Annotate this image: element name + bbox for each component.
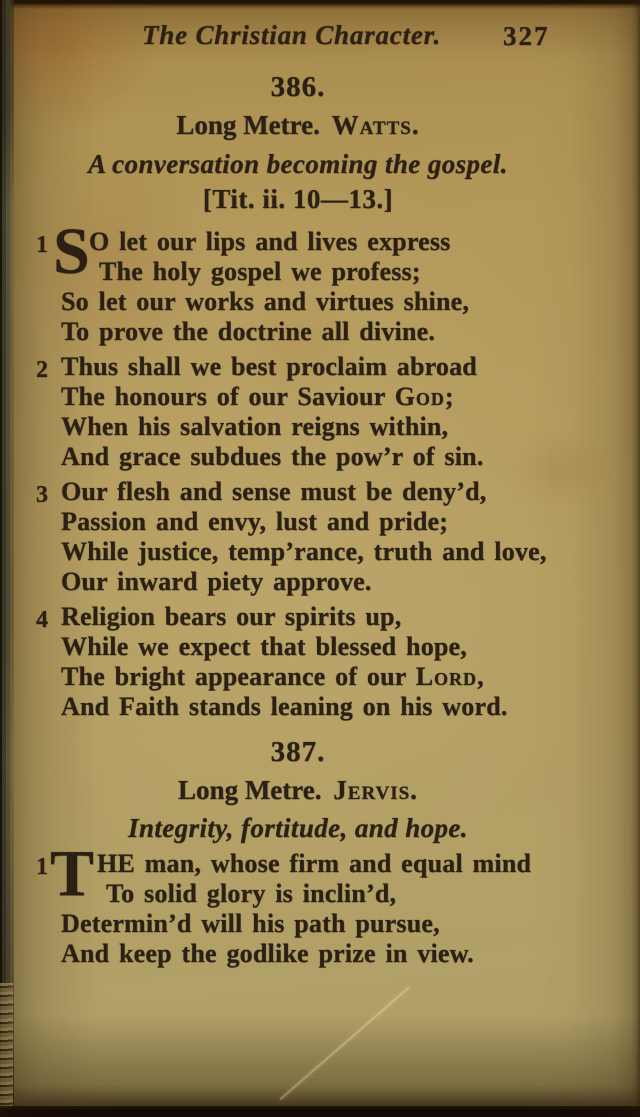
verse-2: [0, 352, 640, 472]
small-caps-word: God: [394, 382, 445, 411]
verse-number: 1: [36, 854, 48, 880]
line-text: Religion bears our spirits up,: [61, 602, 402, 631]
line-text: To solid glory is inclin’d,: [106, 879, 397, 908]
verse-line: [61, 507, 640, 537]
hymn-387-meter-line: [0, 775, 596, 806]
verse-line: [61, 477, 640, 507]
author-label: Watts.: [331, 110, 420, 140]
verse-lines: [50, 837, 640, 969]
verse-line: [61, 662, 640, 692]
verse-number: 1: [36, 232, 48, 258]
verse-line: [61, 632, 640, 662]
meter-label: Long Metre.: [176, 110, 320, 140]
dropcap-initial: S: [53, 215, 90, 288]
line-text: Determin’d will his path pursue,: [61, 909, 440, 938]
line-text: While we expect that blessed hope,: [61, 632, 467, 661]
verse-number: 2: [36, 357, 48, 383]
hymn-386-scripture-reference: [Tit. ii. 10—13.]: [202, 184, 394, 214]
verse-1: [0, 215, 640, 347]
verse-line: [61, 442, 640, 472]
verse-number: 3: [36, 482, 48, 508]
line-text: The honours of our Saviour: [61, 382, 395, 411]
verse-1: [0, 837, 640, 969]
line-text: Passion and envy, lust and pride;: [61, 507, 449, 536]
hymn-number-386: 386.: [270, 71, 326, 103]
verse-line: [61, 352, 640, 382]
verse-line: [61, 909, 640, 939]
verse-line: [61, 382, 640, 412]
line-text: Thus shall we best proclaim abroad: [61, 352, 477, 381]
verse-line: [61, 879, 640, 909]
verse-line: [61, 317, 640, 347]
line-text: And keep the godlike prize in view.: [61, 939, 474, 968]
hymn-386-subject: A conversation becoming the gospel.: [88, 149, 508, 179]
verse-line: [61, 939, 640, 969]
verse-lines: [61, 602, 640, 722]
line-text: ;: [444, 382, 454, 411]
hymn-386-verses: [0, 215, 640, 727]
small-caps-word: Lord: [415, 662, 478, 691]
verse-number: 4: [36, 607, 48, 633]
hymn-386-meter-line: [0, 110, 596, 141]
verse-line: [61, 602, 640, 632]
running-head: The Christian Character.: [142, 20, 442, 50]
verse-lines: [61, 352, 640, 472]
author-label: Jervis.: [333, 775, 418, 805]
verse-line: [61, 537, 640, 567]
meter-label: Long Metre.: [178, 775, 322, 805]
verse-lines: [61, 477, 640, 597]
line-text: While justice, temp’rance, truth and love,: [61, 537, 547, 566]
hymn-number-387: 387.: [270, 736, 326, 768]
line-text: O let our lips and lives express: [89, 227, 451, 256]
line-text: So let our works and virtues shine,: [61, 287, 470, 316]
line-text: Our flesh and sense must be deny’d,: [61, 477, 487, 506]
verse-line: [61, 287, 640, 317]
verse-lines: [53, 215, 640, 347]
dropcap-initial: T: [50, 837, 95, 910]
line-text: And Faith stands leaning on his word.: [61, 692, 508, 721]
hymn-387-subject: Integrity, fortitude, and hope.: [128, 813, 468, 843]
line-text: The bright appearance of our: [61, 662, 416, 691]
verse-line: [61, 412, 640, 442]
line-text: Our inward piety approve.: [61, 567, 372, 596]
verse-4: [0, 602, 640, 722]
hymn-387-verses: [0, 837, 640, 974]
verse-line: [61, 227, 640, 257]
verse-line: [61, 257, 640, 287]
verse-line: [61, 849, 640, 879]
line-text: HE man, whose firm and equal mind: [97, 849, 532, 878]
line-text: To prove the doctrine all divine.: [61, 317, 436, 346]
line-text: ,: [477, 662, 484, 691]
page-number: 327: [503, 21, 550, 51]
line-text: And grace subdues the pow’r of sin.: [61, 442, 484, 471]
verse-3: [0, 477, 640, 597]
line-text: The holy gospel we profess;: [99, 257, 421, 286]
verse-line: [61, 692, 640, 722]
line-text: When his salvation reigns within,: [61, 412, 449, 441]
verse-line: [61, 567, 640, 597]
